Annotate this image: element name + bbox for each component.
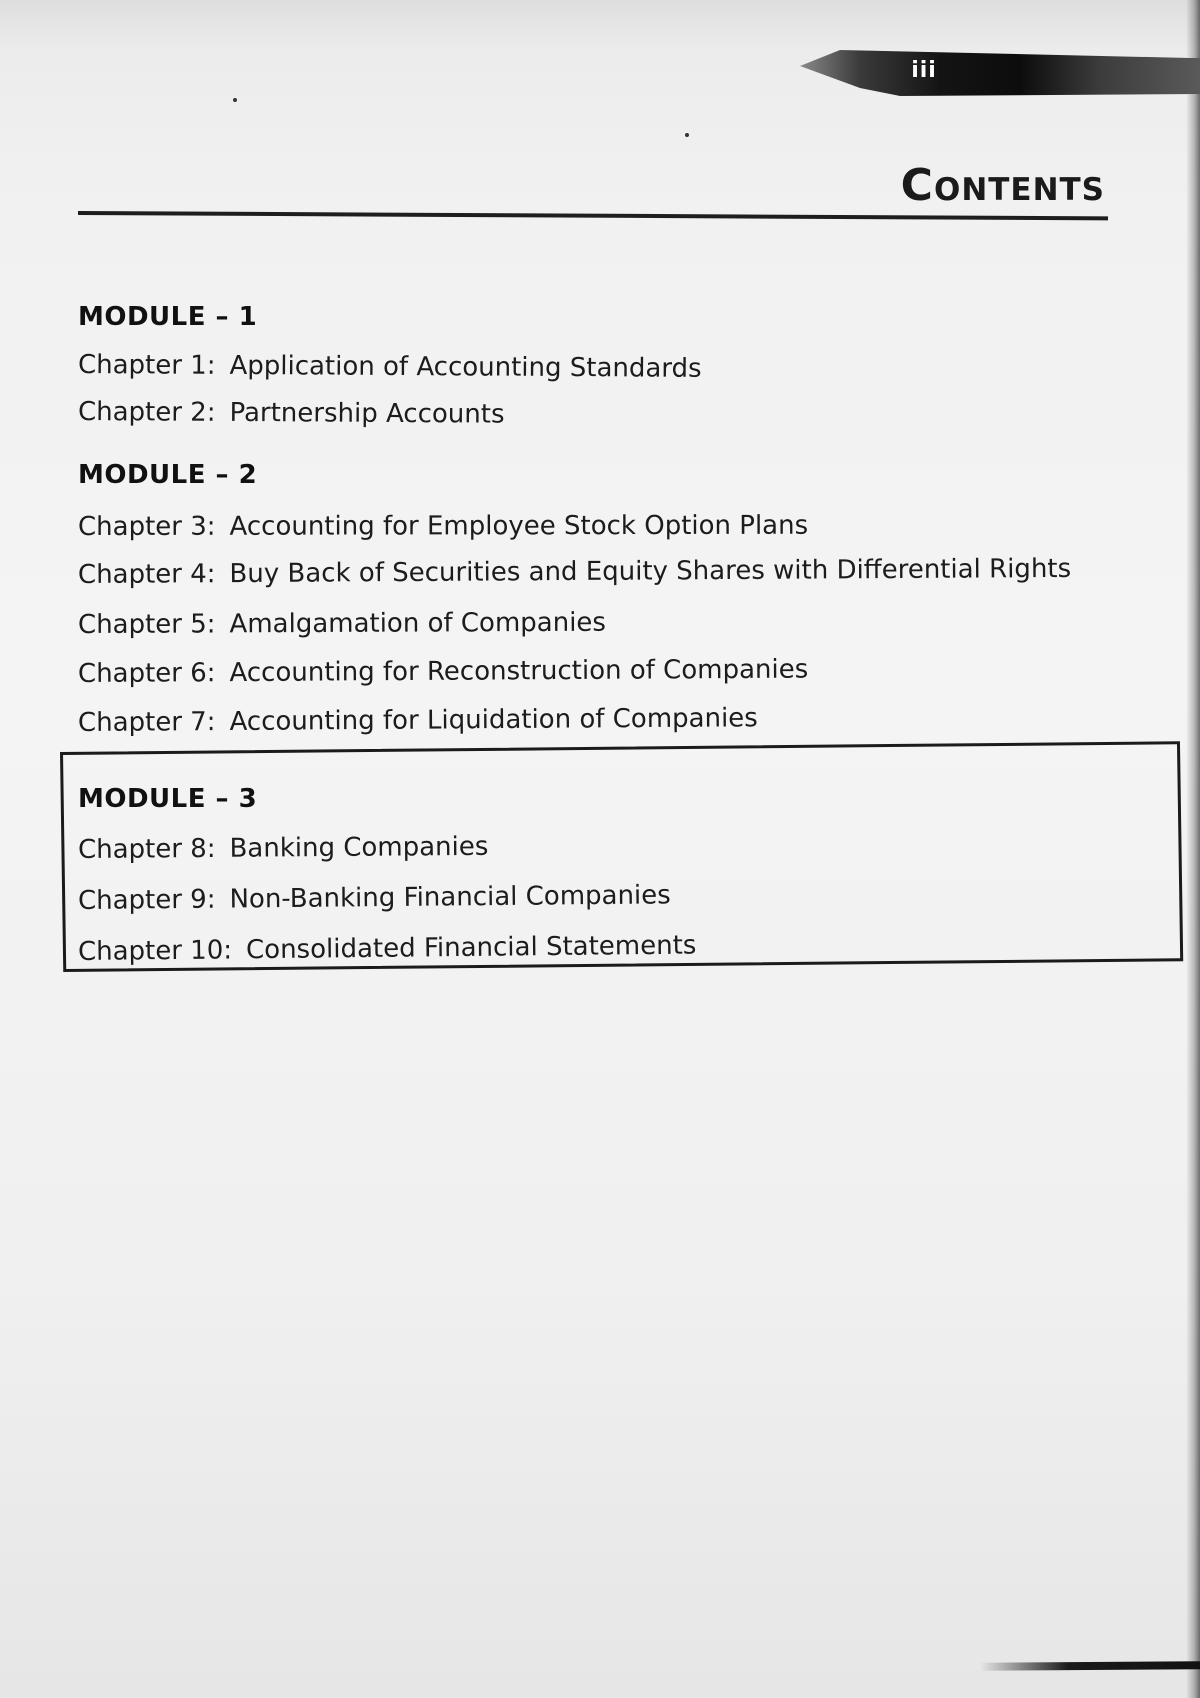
page-tab-shape xyxy=(800,48,1200,98)
chapter-number: Chapter 8: xyxy=(77,833,216,865)
page-number: iii xyxy=(911,58,937,83)
chapter-title: Consolidated Financial Statements xyxy=(245,930,697,966)
chapter-title: Accounting for Employee Stock Option Plans xyxy=(229,510,809,542)
chapter-number: Chapter 9: xyxy=(77,884,216,916)
chapter-number: Chapter 7: xyxy=(77,707,216,738)
page-edge-shadow xyxy=(1186,0,1200,1698)
chapter-number: Chapter 3: xyxy=(77,511,216,542)
page-number-tab xyxy=(800,48,1200,98)
chapter-title: Accounting for Reconstruction of Companies xyxy=(229,654,809,689)
chapter-title: Buy Back of Securities and Equity Shares with Differential Rights xyxy=(229,553,1072,590)
toc-entry[interactable] xyxy=(78,395,505,432)
page-title: Contents xyxy=(900,160,1105,211)
toc-entry[interactable] xyxy=(78,348,702,386)
chapter-number: Chapter 4: xyxy=(77,559,216,590)
toc-entry[interactable] xyxy=(78,552,1071,592)
chapter-title: Non-Banking Financial Companies xyxy=(229,880,671,915)
toc-entry[interactable] xyxy=(78,606,606,642)
chapter-number: Chapter 2: xyxy=(77,397,216,428)
toc-entry[interactable] xyxy=(78,701,758,740)
chapter-number: Chapter 10: xyxy=(77,935,233,967)
chapter-title: Accounting for Liquidation of Companies xyxy=(229,703,758,737)
chapter-number: Chapter 5: xyxy=(77,609,216,640)
module-heading: MODULE – 2 xyxy=(78,460,258,490)
toc-entry[interactable] xyxy=(78,653,808,691)
chapter-number: Chapter 1: xyxy=(77,350,216,381)
dust-speck xyxy=(685,133,689,137)
toc-entry[interactable] xyxy=(78,929,697,969)
module-heading: MODULE – 1 xyxy=(78,302,258,332)
chapter-title: Application of Accounting Standards xyxy=(229,350,702,384)
chapter-title: Partnership Accounts xyxy=(229,397,505,430)
dust-speck xyxy=(233,98,237,102)
title-rule xyxy=(78,211,1108,220)
chapter-title: Banking Companies xyxy=(229,831,489,864)
chapter-title: Amalgamation of Companies xyxy=(229,607,607,640)
toc-entry[interactable] xyxy=(78,830,489,867)
module-heading: MODULE – 3 xyxy=(78,784,258,814)
toc-entry[interactable] xyxy=(78,509,808,544)
chapter-number: Chapter 6: xyxy=(77,658,216,689)
toc-entry[interactable] xyxy=(78,878,671,918)
page-bottom-edge xyxy=(980,1661,1200,1671)
